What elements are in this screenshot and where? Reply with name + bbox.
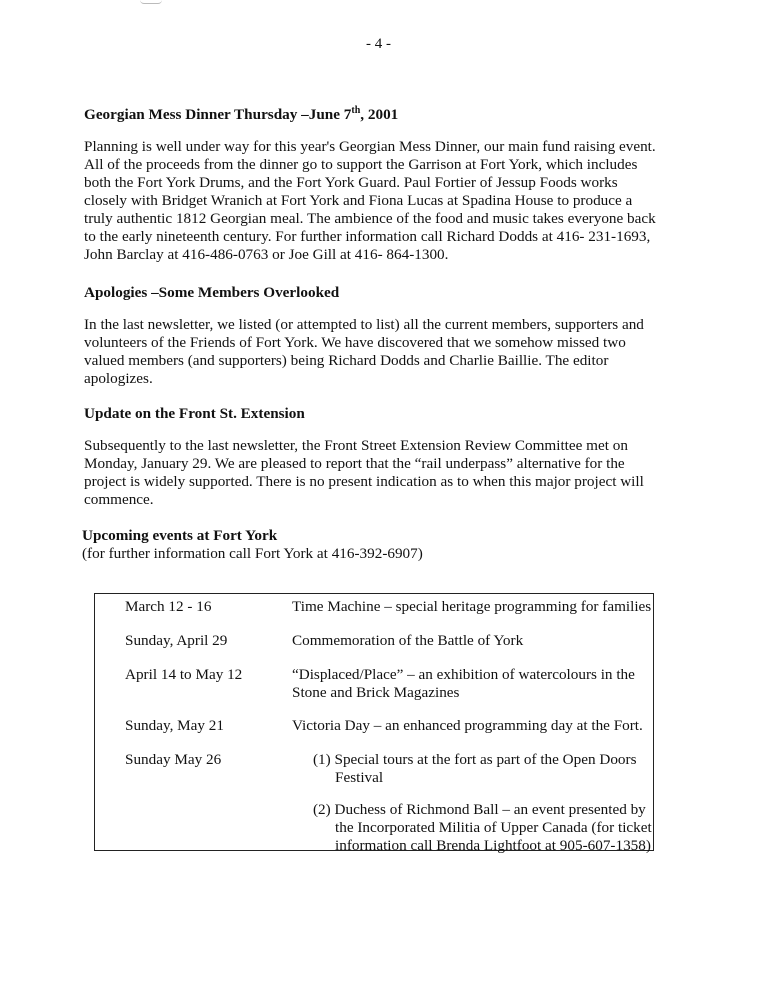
section-heading: Apologies –Some Members Overlooked	[84, 284, 340, 301]
event-description: Victoria Day – an enhanced programming day at the Fort.	[292, 717, 643, 734]
section-upcoming-events	[82, 527, 672, 563]
event-date: Sunday May 26	[125, 751, 222, 768]
event-date: Sunday, May 21	[125, 717, 224, 734]
text-line: Planning is well under way for this year's Georgian Mess Dinner, our main fund raising event.	[84, 138, 656, 155]
paragraph	[84, 138, 674, 264]
section-heading: Georgian Mess Dinner Thursday –June 7th, 2001	[84, 104, 399, 123]
section-heading: Upcoming events at Fort York	[82, 527, 278, 544]
text-line: closely with Bridget Wranich at Fort York and Fiona Lucas at Spadina House to produce a	[84, 192, 633, 209]
text-line: valued members (and supporters) being Richard Dodds and Charlie Baillie. The editor	[84, 352, 609, 369]
event-description	[292, 666, 635, 702]
section-subheading: (for further information call Fort York at 416-392-6907)	[82, 545, 423, 562]
text-line: (1) Special tours at the fort as part of the Open Doors	[313, 751, 637, 768]
sub-event	[313, 801, 652, 855]
text-line: to the early nineteenth century. For further information call Richard Dodds at 416- 231-1693,	[84, 228, 651, 245]
text-line: All of the proceeds from the dinner go to support the Garrison at Fort York, which includes	[84, 156, 638, 173]
paragraph	[84, 437, 674, 509]
sub-event	[313, 751, 636, 787]
scan-artifact	[140, 0, 162, 4]
text-line: Festival	[335, 769, 384, 786]
section-front-st-extension	[84, 405, 674, 509]
section-georgian-mess-dinner	[84, 106, 674, 264]
text-line: project is widely supported. There is no present indication as to when this major project will	[84, 473, 644, 490]
text-line: volunteers of the Friends of Fort York. We have discovered that we somehow missed two	[84, 334, 626, 351]
text-line: commence.	[84, 491, 154, 508]
text-line: Stone and Brick Magazines	[292, 684, 460, 701]
text-line: John Barclay at 416-486-0763 or Joe Gill at 416- 864-1300.	[84, 246, 449, 263]
text-line: In the last newsletter, we listed (or attempted to list) all the current members, supporters and	[84, 316, 644, 333]
event-description: Time Machine – special heritage programming for families	[292, 598, 652, 615]
events-table	[94, 593, 654, 854]
event-date: April 14 to May 12	[125, 666, 243, 683]
text-line: apologizes.	[84, 370, 153, 387]
section-heading: Update on the Front St. Extension	[84, 405, 305, 422]
text-line: Monday, January 29. We are pleased to report that the “rail underpass” alternative for the	[84, 455, 625, 472]
page-number: - 4 -	[366, 36, 391, 52]
text-line: the Incorporated Militia of Upper Canada (for ticket	[335, 819, 652, 836]
paragraph	[84, 316, 674, 388]
text-line: information call Brenda Lightfoot at 905-607-1358)	[335, 837, 651, 854]
text-line: “Displaced/Place” – an exhibition of watercolours in the	[292, 666, 635, 683]
text-line: Subsequently to the last newsletter, the Front Street Extension Review Committee met on	[84, 437, 628, 454]
text-line: truly authentic 1812 Georgian meal. The ambience of the food and music takes everyone back	[84, 210, 656, 227]
section-apologies	[84, 284, 674, 388]
event-description: Commemoration of the Battle of York	[292, 632, 524, 649]
text-line: both the Fort York Drums, and the Fort York Guard. Paul Fortier of Jessup Foods works	[84, 174, 618, 191]
text-line: (2) Duchess of Richmond Ball – an event presented by	[313, 801, 646, 818]
event-date: March 12 - 16	[125, 598, 212, 615]
event-date: Sunday, April 29	[125, 632, 228, 649]
